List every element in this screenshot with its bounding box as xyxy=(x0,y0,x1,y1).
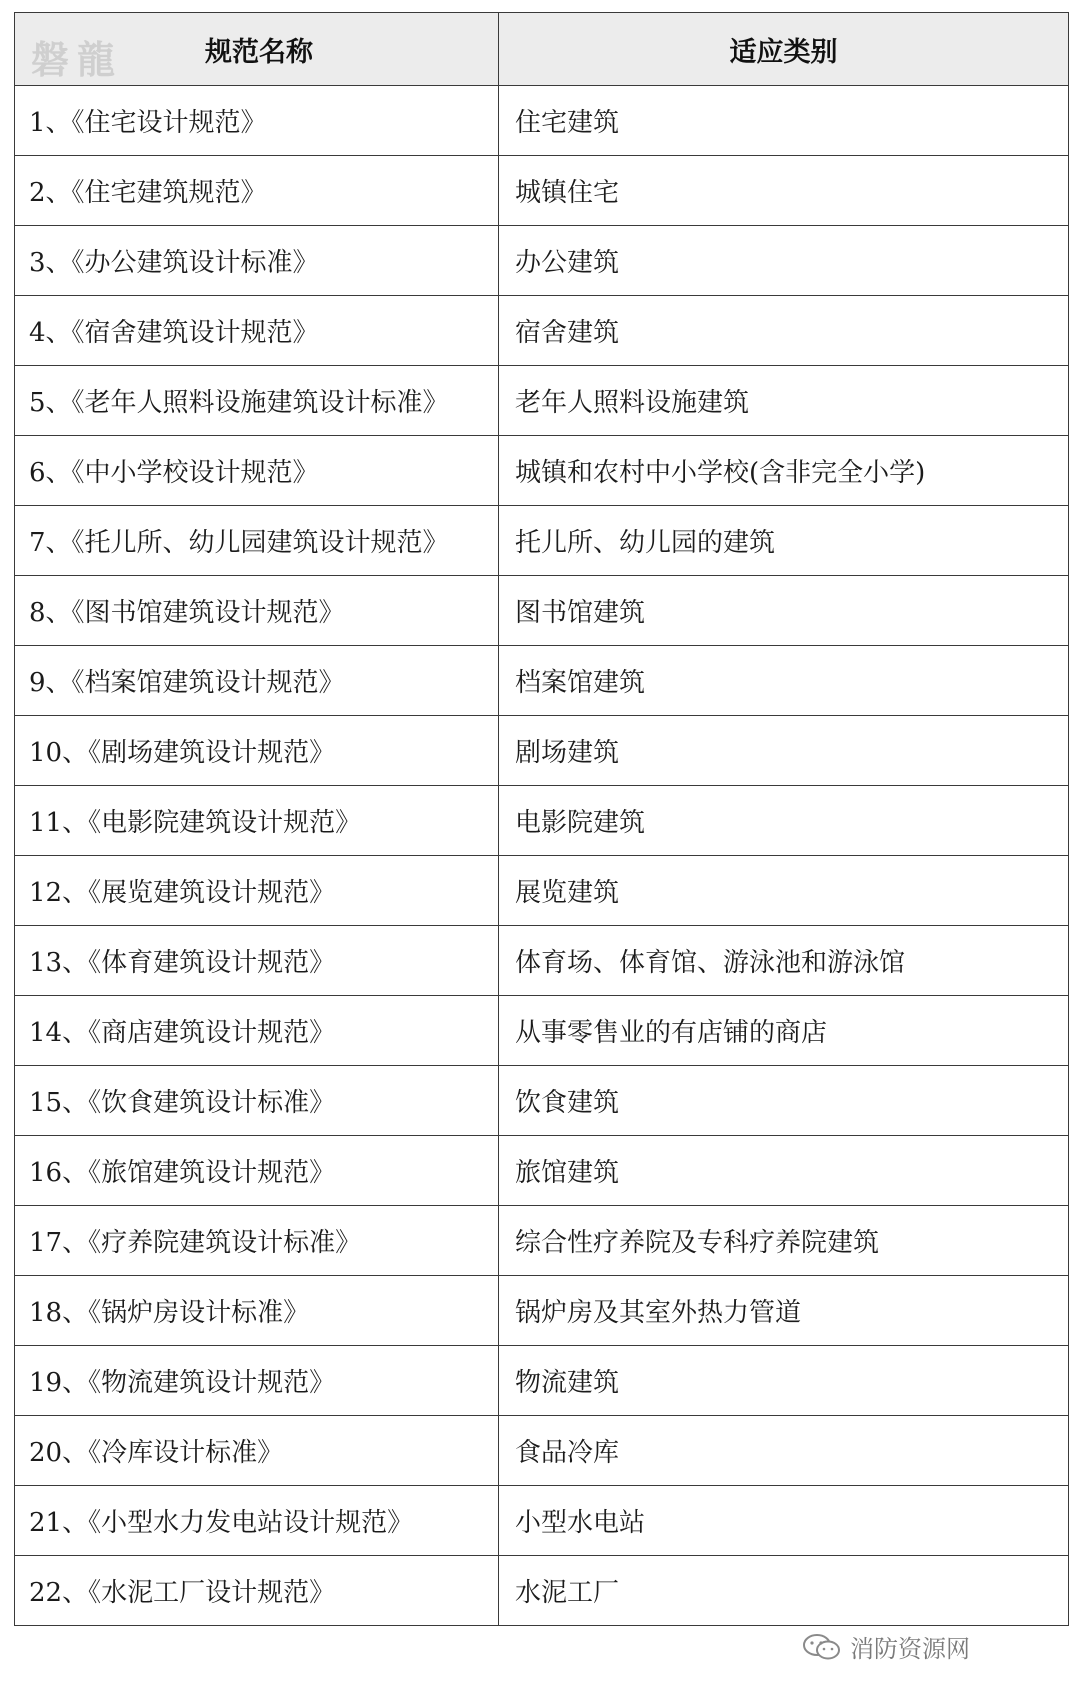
standard-name-cell: 13、《体育建筑设计规范》 xyxy=(15,926,499,996)
table-row xyxy=(15,296,1069,366)
category-cell: 旅馆建筑 xyxy=(499,1136,1069,1206)
category-cell: 水泥工厂 xyxy=(499,1556,1069,1626)
category-cell: 展览建筑 xyxy=(499,856,1069,926)
standard-name-cell: 3、《办公建筑设计标准》 xyxy=(15,226,499,296)
table-row xyxy=(15,1136,1069,1206)
category-cell: 锅炉房及其室外热力管道 xyxy=(499,1276,1069,1346)
standard-name-cell: 5、《老年人照料设施建筑设计标准》 xyxy=(15,366,499,436)
standard-name-cell: 7、《托儿所、幼儿园建筑设计规范》 xyxy=(15,506,499,576)
table-row xyxy=(15,1486,1069,1556)
table-header-row xyxy=(15,13,1069,86)
header-cell-name xyxy=(15,13,499,86)
standards-table-sheet xyxy=(14,12,1068,1626)
standard-name-cell: 17、《疗养院建筑设计标准》 xyxy=(15,1206,499,1276)
category-cell: 物流建筑 xyxy=(499,1346,1069,1416)
table-row xyxy=(15,1346,1069,1416)
category-cell: 小型水电站 xyxy=(499,1486,1069,1556)
category-cell: 托儿所、幼儿园的建筑 xyxy=(499,506,1069,576)
standard-name-cell: 9、《档案馆建筑设计规范》 xyxy=(15,646,499,716)
watermark-logo: 磐龍 xyxy=(31,37,124,82)
category-cell: 宿舍建筑 xyxy=(499,296,1069,366)
table-body xyxy=(15,86,1069,1626)
standard-name-cell: 16、《旅馆建筑设计规范》 xyxy=(15,1136,499,1206)
category-cell: 剧场建筑 xyxy=(499,716,1069,786)
category-cell: 从事零售业的有店铺的商店 xyxy=(499,996,1069,1066)
standard-name-cell: 10、《剧场建筑设计规范》 xyxy=(15,716,499,786)
category-cell: 体育场、体育馆、游泳池和游泳馆 xyxy=(499,926,1069,996)
header-label-name: 规范名称 xyxy=(205,36,313,68)
standard-name-cell: 8、《图书馆建筑设计规范》 xyxy=(15,576,499,646)
table-row xyxy=(15,926,1069,996)
table-row xyxy=(15,996,1069,1066)
standard-name-cell: 4、《宿舍建筑设计规范》 xyxy=(15,296,499,366)
category-cell: 老年人照料设施建筑 xyxy=(499,366,1069,436)
standard-name-cell: 6、《中小学校设计规范》 xyxy=(15,436,499,506)
standard-name-cell: 11、《电影院建筑设计规范》 xyxy=(15,786,499,856)
standard-name-cell: 22、《水泥工厂设计规范》 xyxy=(15,1556,499,1626)
table-row xyxy=(15,1556,1069,1626)
source-brand-label: 消防资源网 xyxy=(850,1635,970,1663)
table-row xyxy=(15,716,1069,786)
table-row xyxy=(15,366,1069,436)
table-row xyxy=(15,156,1069,226)
header-cell-category xyxy=(499,13,1069,86)
table-row xyxy=(15,226,1069,296)
standard-name-cell: 1、《住宅设计规范》 xyxy=(15,86,499,156)
category-cell: 住宅建筑 xyxy=(499,86,1069,156)
source-watermark xyxy=(796,1627,976,1666)
table-row xyxy=(15,1276,1069,1346)
wechat-icon xyxy=(802,1632,842,1662)
table-row xyxy=(15,646,1069,716)
standard-name-cell: 20、《冷库设计标准》 xyxy=(15,1416,499,1486)
category-cell: 档案馆建筑 xyxy=(499,646,1069,716)
category-cell: 城镇和农村中小学校(含非完全小学) xyxy=(499,436,1069,506)
standard-name-cell: 21、《小型水力发电站设计规范》 xyxy=(15,1486,499,1556)
standard-name-cell: 19、《物流建筑设计规范》 xyxy=(15,1346,499,1416)
standards-table xyxy=(14,12,1069,1626)
table-row xyxy=(15,1206,1069,1276)
category-cell: 办公建筑 xyxy=(499,226,1069,296)
standard-name-cell: 2、《住宅建筑规范》 xyxy=(15,156,499,226)
standard-name-cell: 14、《商店建筑设计规范》 xyxy=(15,996,499,1066)
table-row xyxy=(15,1066,1069,1136)
table-row xyxy=(15,506,1069,576)
standard-name-cell: 18、《锅炉房设计标准》 xyxy=(15,1276,499,1346)
table-row xyxy=(15,576,1069,646)
table-row xyxy=(15,1416,1069,1486)
table-row xyxy=(15,786,1069,856)
table-row xyxy=(15,856,1069,926)
table-row xyxy=(15,436,1069,506)
category-cell: 综合性疗养院及专科疗养院建筑 xyxy=(499,1206,1069,1276)
header-label-category: 适应类别 xyxy=(729,36,838,68)
standard-name-cell: 12、《展览建筑设计规范》 xyxy=(15,856,499,926)
category-cell: 饮食建筑 xyxy=(499,1066,1069,1136)
category-cell: 食品冷库 xyxy=(499,1416,1069,1486)
standard-name-cell: 15、《饮食建筑设计标准》 xyxy=(15,1066,499,1136)
category-cell: 图书馆建筑 xyxy=(499,576,1069,646)
table-row xyxy=(15,86,1069,156)
category-cell: 电影院建筑 xyxy=(499,786,1069,856)
category-cell: 城镇住宅 xyxy=(499,156,1069,226)
